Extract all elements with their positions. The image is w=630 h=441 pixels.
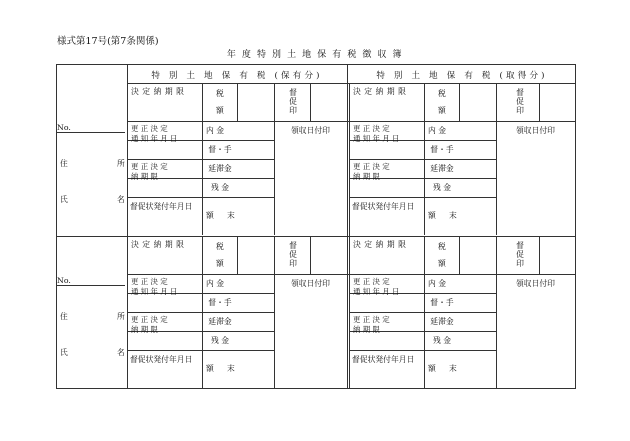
tax-amount-label-1: 税 [438, 89, 446, 98]
corrected-notice-label: 更 正 決 定 通 知 年 月 日 [131, 277, 178, 296]
tax-amount-label-1: 税 [216, 89, 224, 98]
amount-end-label-1: 額 [428, 364, 436, 373]
receipt-stamp-label: 領収日付印 [291, 126, 330, 135]
tax-amount-label-2: 額 [438, 259, 446, 268]
tax-amount-label-2: 額 [216, 106, 224, 115]
corrected-notice-label: 更 正 決 定 通 知 年 月 日 [353, 124, 400, 143]
tokusoku-fee-label: 督・手 [208, 145, 232, 154]
right-header: 特 別 土 地 保 有 税 (取得分) [376, 71, 548, 81]
late-fee-label: 延滞金 [430, 317, 454, 326]
uchikin-label: 内 金 [428, 126, 447, 135]
name-label-1: 氏 [60, 348, 68, 357]
receipt-stamp-label: 領収日付印 [291, 279, 330, 288]
no-label: No. [57, 276, 71, 285]
tokusoku-in-label: 督促印 [516, 88, 524, 115]
balance-label: 残 金 [432, 183, 452, 192]
notice-issue-date-label: 督促状発付年月日 [130, 355, 193, 364]
receipt-stamp-label: 領収日付印 [516, 126, 555, 135]
late-fee-label: 延滞金 [430, 164, 454, 173]
tokusoku-in-label: 督促印 [516, 241, 524, 268]
decided-deadline-label: 決定納期限 [353, 87, 410, 96]
tax-amount-label-1: 税 [216, 242, 224, 251]
amount-end-label-2: 末 [227, 364, 235, 373]
uchikin-label: 内 金 [206, 279, 225, 288]
late-fee-label: 延滞金 [208, 317, 232, 326]
ledger-title: 年 度 特 別 土 地 保 有 税 徴 収 簿 [226, 50, 404, 60]
corrected-deadline-label: 更 正 決 定 納 期 限 [353, 315, 390, 334]
corrected-notice-label: 更 正 決 定 通 知 年 月 日 [353, 277, 400, 296]
left-header: 特 別 土 地 保 有 税 (保有分) [151, 71, 323, 81]
amount-end-label-2: 末 [449, 211, 457, 220]
name-label-2: 名 [117, 195, 125, 204]
address-label-1: 住 [60, 312, 68, 321]
tax-amount-label-2: 額 [216, 259, 224, 268]
form-number: 様式第17号(第7条関係) [57, 36, 159, 47]
receipt-stamp-label: 領収日付印 [516, 279, 555, 288]
tokusoku-in-label: 督促印 [289, 241, 297, 268]
name-label-2: 名 [117, 348, 125, 357]
tokusoku-fee-label: 督・手 [430, 145, 454, 154]
decided-deadline-label: 決定納期限 [131, 240, 188, 249]
tokusoku-in-label: 督促印 [289, 88, 297, 115]
tokusoku-fee-label: 督・手 [430, 298, 454, 307]
notice-issue-date-label: 督促状発付年月日 [130, 202, 193, 211]
late-fee-label: 延滞金 [208, 164, 232, 173]
address-label-2: 所 [117, 312, 125, 321]
balance-label: 残 金 [210, 183, 230, 192]
decided-deadline-label: 決定納期限 [131, 87, 188, 96]
tokusoku-fee-label: 督・手 [208, 298, 232, 307]
tax-amount-label-1: 税 [438, 242, 446, 251]
no-label: No. [57, 123, 71, 132]
tax-amount-label-2: 額 [438, 106, 446, 115]
notice-issue-date-label: 督促状発付年月日 [352, 355, 415, 364]
address-label-2: 所 [117, 159, 125, 168]
corrected-deadline-label: 更 正 決 定 納 期 限 [131, 315, 168, 334]
uchikin-label: 内 金 [428, 279, 447, 288]
uchikin-label: 内 金 [206, 126, 225, 135]
corrected-notice-label: 更 正 決 定 通 知 年 月 日 [131, 124, 178, 143]
corrected-deadline-label: 更 正 決 定 納 期 限 [131, 162, 168, 181]
notice-issue-date-label: 督促状発付年月日 [352, 202, 415, 211]
name-label-1: 氏 [60, 195, 68, 204]
amount-end-label-1: 額 [428, 211, 436, 220]
amount-end-label-1: 額 [206, 211, 214, 220]
amount-end-label-2: 末 [227, 211, 235, 220]
balance-label: 残 金 [432, 336, 452, 345]
address-label-1: 住 [60, 159, 68, 168]
corrected-deadline-label: 更 正 決 定 納 期 限 [353, 162, 390, 181]
amount-end-label-1: 額 [206, 364, 214, 373]
balance-label: 残 金 [210, 336, 230, 345]
amount-end-label-2: 末 [449, 364, 457, 373]
decided-deadline-label: 決定納期限 [353, 240, 410, 249]
